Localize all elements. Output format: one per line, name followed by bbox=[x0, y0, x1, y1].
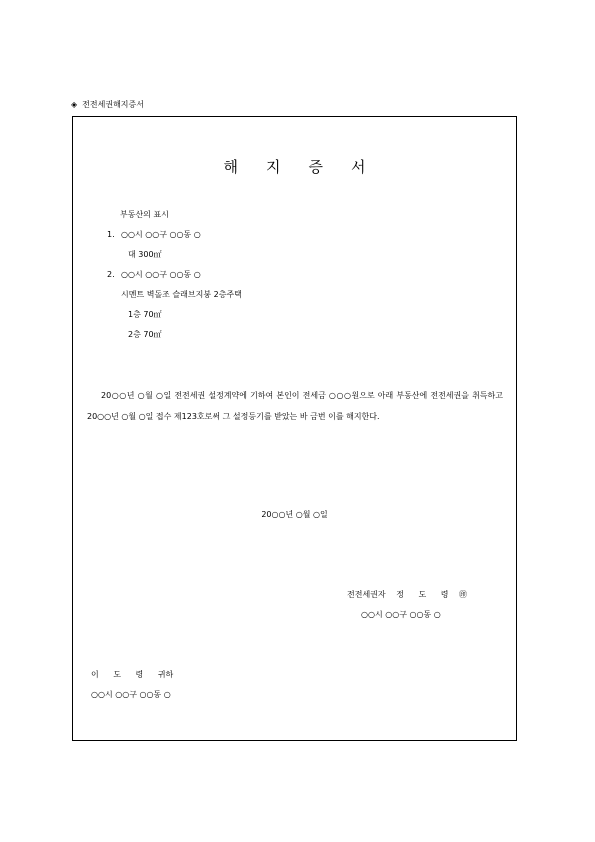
property-item-1-detail: 대 300㎡ bbox=[128, 250, 162, 259]
holder-name: 정 도 령 bbox=[396, 590, 455, 599]
document-frame bbox=[72, 116, 517, 741]
recipient-line bbox=[91, 669, 173, 681]
recipient-honorific: 귀하 bbox=[157, 670, 174, 679]
property-item-2-address: ○○시 ○○구 ○○동 ○ bbox=[121, 270, 201, 279]
property-item-2-number: 2. bbox=[107, 270, 115, 279]
termination-statement: 20○○년 ○월 ○일 전전세권 설정계약에 기하여 본인이 전세금 ○○○원으로 아래 부동산에 전전세권을 취득하고 20○○년 ○월 ○일 접수 제123호로써 그 설정등기를 받았는 바 금번 이를 해지한다. bbox=[87, 391, 503, 421]
property-item-2-structure: 시멘트 벽돌조 슬래브지붕 2층주택 bbox=[121, 290, 242, 299]
holder-line bbox=[347, 589, 467, 601]
diamond-bullet-icon: ◈ bbox=[71, 100, 78, 109]
form-caption bbox=[71, 99, 144, 111]
form-caption-text: 전전세권해지증서 bbox=[82, 100, 144, 109]
property-item-2-floor1: 1층 70㎡ bbox=[128, 310, 162, 319]
property-item-2-floor2: 2층 70㎡ bbox=[128, 330, 162, 339]
holder-role: 전전세권자 bbox=[347, 590, 386, 599]
property-item-1-address: ○○시 ○○구 ○○동 ○ bbox=[121, 230, 201, 239]
recipient-address: ○○시 ○○구 ○○동 ○ bbox=[91, 690, 171, 699]
document-title: 해지증서 bbox=[223, 158, 394, 176]
seal-mark: ㊞ bbox=[459, 590, 468, 599]
holder-address: ○○시 ○○구 ○○동 ○ bbox=[361, 610, 441, 619]
recipient-name: 이 도 령 bbox=[91, 670, 150, 679]
document-date: 20○○년 ○월 ○일 bbox=[261, 510, 328, 519]
property-heading: 부동산의 표시 bbox=[120, 210, 169, 219]
property-item-1-number: 1. bbox=[107, 230, 115, 239]
